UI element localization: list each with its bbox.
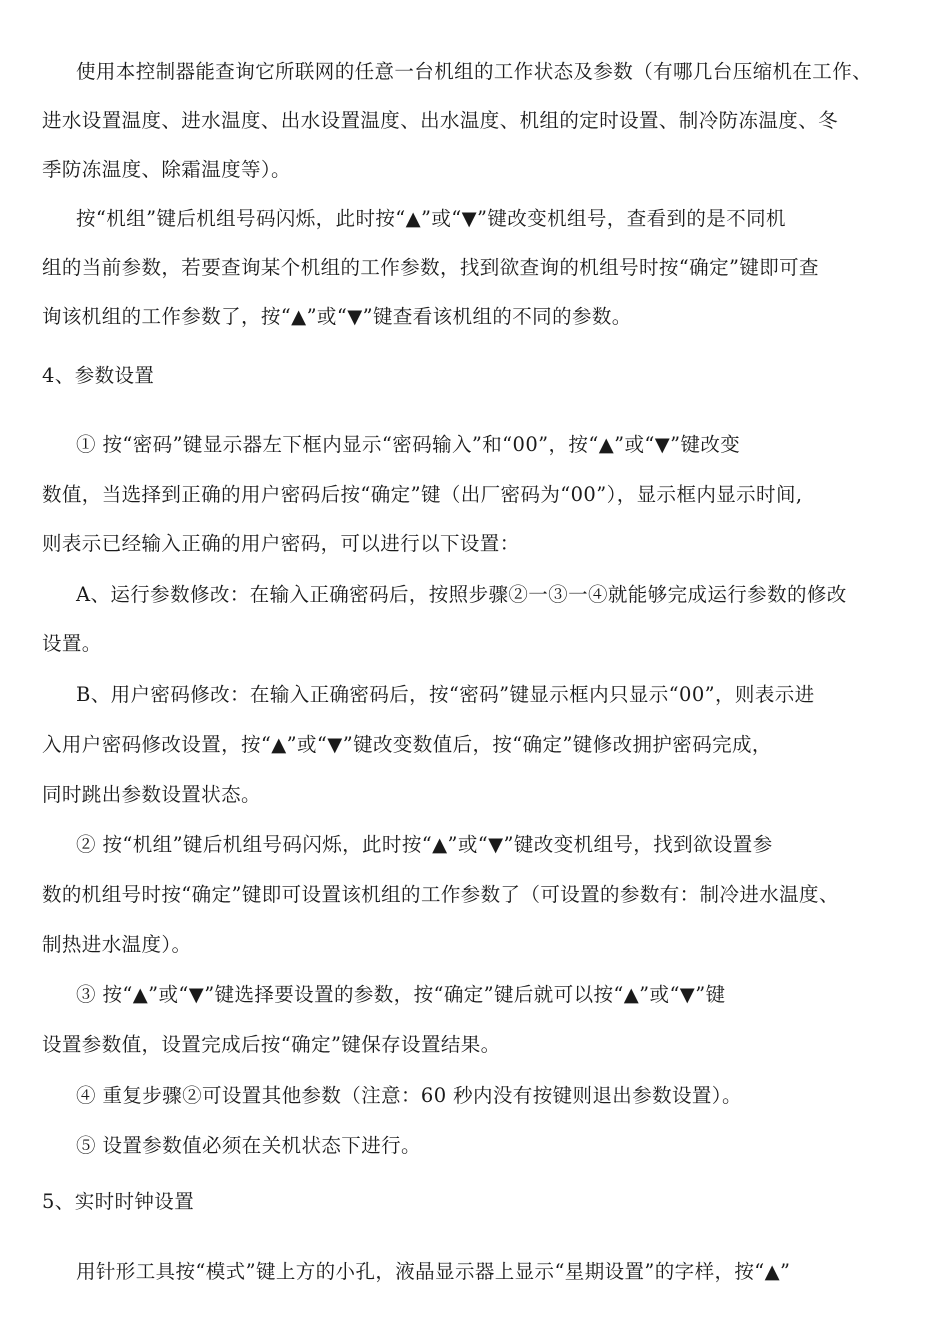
text-line: 按“机组”键后机组号码闪烁，此时按“▲”或“▼”键改变机组号，查看到的是不同机 <box>76 207 786 230</box>
text-line: 组的当前参数，若要查询某个机组的工作参数，找到欲查询的机组号时按“确定”键即可查 <box>42 256 819 279</box>
text-line: 数值，当选择到正确的用户密码后按“确定”键（出厂密码为“00”），显示框内显示时间, <box>42 483 803 506</box>
text-line: A、运行参数修改：在输入正确密码后，按照步骤②一③一④就能够完成运行参数的修改 <box>76 583 847 606</box>
text-line: ① 按“密码”键显示器左下框内显示“密码输入”和“00”，按“▲”或“▼”键改变 <box>76 433 741 456</box>
text-line: 入用户密码修改设置，按“▲”或“▼”键改变数值后，按“确定”键修改拥护密码完成， <box>42 733 772 756</box>
text-line: B、用户密码修改：在输入正确密码后，按“密码”键显示框内只显示“00”，则表示进 <box>76 683 815 706</box>
text-line: 用针形工具按“模式”键上方的小孔，液晶显示器上显示“星期设置”的字样，按“▲” <box>76 1260 791 1283</box>
section-heading: 4、参数设置 <box>42 364 155 387</box>
text-line: 数的机组号时按“确定”键即可设置该机组的工作参数了（可设置的参数有：制冷进水温度、 <box>42 883 839 906</box>
text-line: 制热进水温度）。 <box>42 933 192 956</box>
section-heading: 5、实时时钟设置 <box>42 1190 195 1213</box>
text-line: 设置参数值，设置完成后按“确定”键保存设置结果。 <box>42 1033 501 1056</box>
text-line: 询该机组的工作参数了，按“▲”或“▼”键查看该机组的不同的参数。 <box>42 305 632 328</box>
text-line: ⑤ 设置参数值必须在关机状态下进行。 <box>76 1134 421 1157</box>
text-line: 进水设置温度、进水温度、出水设置温度、出水温度、机组的定时设置、制冷防冻温度、冬 <box>42 109 839 132</box>
text-line: 则表示已经输入正确的用户密码，可以进行以下设置： <box>42 532 520 555</box>
text-line: 设置。 <box>42 632 102 655</box>
text-line: 同时跳出参数设置状态。 <box>42 783 261 806</box>
text-line: 季防冻温度、除霜温度等）。 <box>42 158 291 181</box>
text-line: 使用本控制器能查询它所联网的任意一台机组的工作状态及参数（有哪几台压缩机在工作、 <box>76 60 873 83</box>
text-line: ④ 重复步骤②可设置其他参数（注意：60 秒内没有按键则退出参数设置）。 <box>76 1084 742 1107</box>
text-line: ③ 按“▲”或“▼”键选择要设置的参数，按“确定”键后就可以按“▲”或“▼”键 <box>76 983 726 1006</box>
text-line: ② 按“机组”键后机组号码闪烁，此时按“▲”或“▼”键改变机组号，找到欲设置参 <box>76 833 773 856</box>
